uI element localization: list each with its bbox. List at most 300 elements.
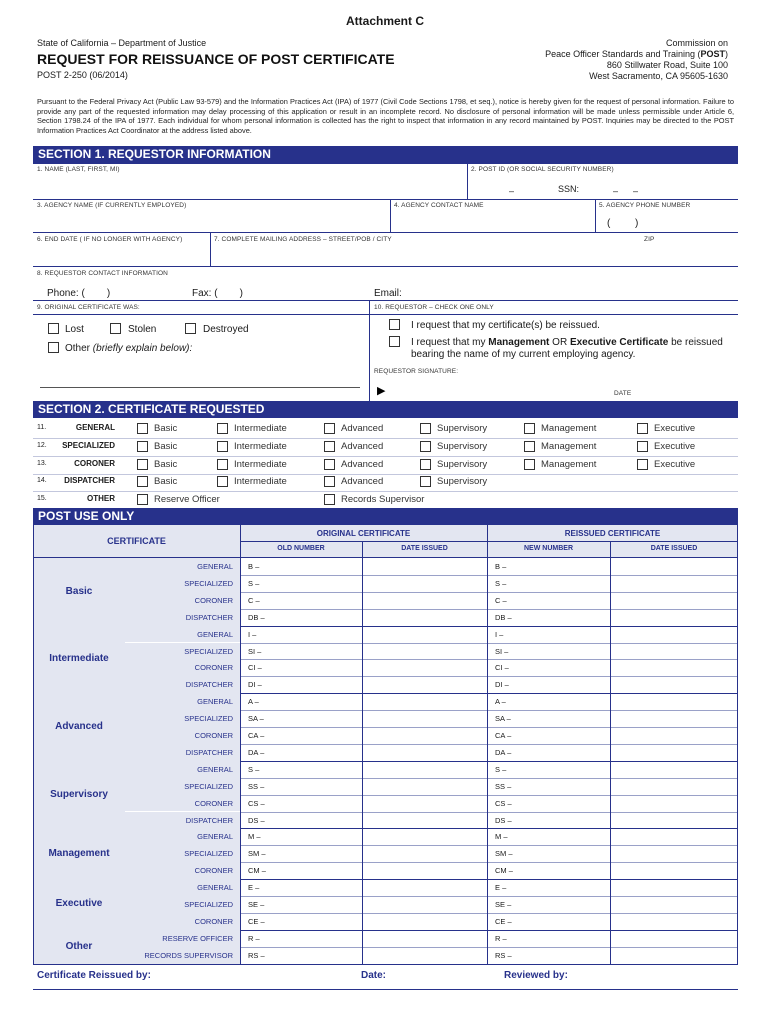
new-number-cell[interactable] <box>488 744 609 761</box>
name-field-label: 1. NAME (LAST, FIRST, MI) <box>37 166 120 173</box>
old-date-cell[interactable] <box>363 609 486 626</box>
intermediate-label: Intermediate <box>234 459 287 470</box>
group-label: Supervisory <box>50 788 108 800</box>
row-type-label: RESERVE OFFICER <box>162 933 233 943</box>
new-number-cell[interactable] <box>488 710 609 727</box>
old-date-cell[interactable] <box>363 659 486 676</box>
section1-header: SECTION 1. REQUESTOR INFORMATION <box>33 146 738 163</box>
row-type-label: GENERAL <box>197 629 233 639</box>
commission-line-1: Commission on <box>665 38 728 48</box>
row-type-label: RECORDS SUPERVISOR <box>144 950 233 960</box>
supervisory-checkbox[interactable] <box>420 423 431 434</box>
attachment-label: Attachment C <box>345 14 424 28</box>
new-number-prefix: SS – <box>495 781 512 791</box>
new-number-cell[interactable] <box>488 575 609 592</box>
supervisory-checkbox[interactable] <box>420 441 431 452</box>
reissued-by-field[interactable] <box>155 967 355 983</box>
executive-checkbox[interactable] <box>637 423 648 434</box>
management-checkbox[interactable] <box>524 441 535 452</box>
divider <box>33 525 34 964</box>
section2-header: SECTION 2. CERTIFICATE REQUESTED <box>33 401 738 418</box>
new-number-cell[interactable] <box>488 778 609 795</box>
group-label: Intermediate <box>49 653 109 665</box>
old-number-prefix: CS – <box>248 798 265 808</box>
divider <box>33 266 738 267</box>
new-number-cell[interactable] <box>488 845 609 862</box>
new-number-cell[interactable] <box>488 609 609 626</box>
supervisory-checkbox[interactable] <box>420 459 431 470</box>
old-date-cell[interactable] <box>363 778 486 795</box>
old-number-prefix: E – <box>248 883 260 893</box>
divider <box>33 300 738 301</box>
old-number-cell[interactable] <box>241 558 361 575</box>
new-date-cell[interactable] <box>611 862 737 879</box>
cert-type-label: OTHER <box>87 494 115 503</box>
records-supervisor-label: Records Supervisor <box>341 494 425 505</box>
new-number-prefix: DB – <box>495 612 512 622</box>
executive-checkbox[interactable] <box>637 459 648 470</box>
advanced-label: Advanced <box>341 476 384 487</box>
certificate-col-header: CERTIFICATE <box>107 536 166 546</box>
cert-type-label: DISPATCHER <box>64 476 115 485</box>
agency-name-field[interactable] <box>35 211 388 231</box>
reissue-management-label-line2: bearing the name of my current employing agency. <box>411 349 636 360</box>
new-number-prefix: M – <box>495 832 508 842</box>
new-number-prefix: SA – <box>495 714 511 724</box>
new-number-prefix: RS – <box>495 950 512 960</box>
divider <box>33 314 738 315</box>
divider <box>362 541 363 964</box>
supervisory-label: Supervisory <box>437 423 488 434</box>
row-number: 13. <box>37 460 47 467</box>
intermediate-checkbox[interactable] <box>217 459 228 470</box>
cert-type-label: GENERAL <box>75 423 115 432</box>
old-number-cell[interactable] <box>241 795 361 812</box>
new-number-prefix: R – <box>495 933 507 943</box>
old-date-cell[interactable] <box>363 676 486 693</box>
old-number-prefix: DA – <box>248 747 265 757</box>
executive-checkbox[interactable] <box>637 441 648 452</box>
row-type-label: GENERAL <box>197 832 233 842</box>
phone-label: Phone: ( ) <box>47 288 111 299</box>
new-date-cell[interactable] <box>611 947 737 964</box>
divider <box>210 232 211 266</box>
new-date-cell[interactable] <box>611 812 737 829</box>
advanced-label: Advanced <box>341 423 384 434</box>
new-number-prefix: A – <box>495 697 506 707</box>
reissue-management-checkbox[interactable] <box>389 336 400 347</box>
new-date-cell[interactable] <box>611 575 737 592</box>
lost-checkbox[interactable] <box>48 323 59 334</box>
divider <box>390 199 391 232</box>
management-label: Management <box>541 459 597 470</box>
executive-label: Executive <box>654 441 696 452</box>
old-date-cell[interactable] <box>363 879 486 896</box>
new-date-cell[interactable] <box>611 643 737 660</box>
old-number-cell[interactable] <box>241 676 361 693</box>
supervisory-label: Supervisory <box>437 459 488 470</box>
new-number-cell[interactable] <box>488 676 609 693</box>
footer-rule <box>33 989 738 990</box>
reissue-certificate-checkbox[interactable] <box>389 319 400 330</box>
divider <box>33 456 738 457</box>
new-number-prefix: CM – <box>495 866 513 876</box>
intermediate-checkbox[interactable] <box>217 441 228 452</box>
old-number-cell[interactable] <box>241 845 361 862</box>
row-number: 14. <box>37 477 47 484</box>
old-date-cell[interactable] <box>363 744 486 761</box>
old-number-cell[interactable] <box>241 778 361 795</box>
new-number-cell[interactable] <box>488 659 609 676</box>
agency-phone-label: 5. AGENCY PHONE NUMBER <box>599 202 691 209</box>
old-number-prefix: B – <box>248 562 260 571</box>
advanced-label: Advanced <box>341 441 384 452</box>
email-field[interactable] <box>410 285 730 299</box>
basic-checkbox[interactable] <box>137 441 148 452</box>
records-supervisor-checkbox[interactable] <box>324 494 335 505</box>
old-number-prefix: A – <box>248 697 259 707</box>
new-number-prefix: SE – <box>495 900 512 909</box>
basic-checkbox[interactable] <box>137 476 148 487</box>
new-number-cell[interactable] <box>488 727 609 744</box>
privacy-notice: Pursuant to the Federal Privacy Act (Public Law 93-579) and the Information Practices Act (IPA) of 1977 (Civil Code Sections 1798, et seq.), notice is hereby given for the request of personal information. Failure to provide any part of the requested information may delay processing of this application or result in an incomplete record. No disclosure of personal information will be made unless permissible under Article 6, Section 1798.24 of the IPA of 1977. Each individual for whom personal information is collected has the right to inspect that information in any record maintained by POST. Inquiries may be directed to the POST Information Practices Act Coordinator at the address listed above. <box>37 97 734 135</box>
mailing-address-label: 7. COMPLETE MAILING ADDRESS – STREET/POB / CITY <box>214 236 392 243</box>
old-number-prefix: C – <box>248 595 260 605</box>
row-type-label: GENERAL <box>197 764 233 774</box>
new-number-prefix: DS – <box>495 815 512 825</box>
original-cert-header: ORIGINAL CERTIFICATE <box>316 529 411 538</box>
new-date-cell[interactable] <box>611 676 737 693</box>
commission-line-2: Peace Officer Standards and Training (POST) <box>545 49 728 59</box>
reviewed-by-field[interactable] <box>570 967 735 983</box>
old-date-cell[interactable] <box>363 693 486 710</box>
executive-label: Executive <box>654 459 696 470</box>
new-date-cell[interactable] <box>611 727 737 744</box>
old-date-cell[interactable] <box>363 828 486 845</box>
old-number-prefix: SA – <box>248 714 264 724</box>
new-date-cell[interactable] <box>611 778 737 795</box>
new-date-cell[interactable] <box>611 913 737 930</box>
old-date-cell[interactable] <box>363 710 486 727</box>
divider <box>610 541 611 964</box>
row-type-label: SPECIALIZED <box>184 900 233 909</box>
old-date-cell[interactable] <box>363 930 486 947</box>
old-number-cell[interactable] <box>241 609 361 626</box>
contact-info-label: 8. REQUESTOR CONTACT INFORMATION <box>37 270 168 277</box>
new-date-cell[interactable] <box>611 609 737 626</box>
signature-field[interactable] <box>392 378 612 398</box>
old-date-cell[interactable] <box>363 592 486 609</box>
ssn-dash-1: – <box>613 186 619 196</box>
row-type-label: CORONER <box>194 595 233 605</box>
old-date-cell[interactable] <box>363 643 486 660</box>
row-type-label: SPECIALIZED <box>184 646 233 656</box>
new-number-cell[interactable] <box>488 761 609 778</box>
old-number-cell[interactable] <box>241 643 361 660</box>
basic-label: Basic <box>154 423 178 434</box>
old-number-prefix: M – <box>248 832 261 842</box>
new-number-cell[interactable] <box>488 558 609 575</box>
row-type-label: CORONER <box>194 731 233 740</box>
basic-label: Basic <box>154 441 178 452</box>
basic-checkbox[interactable] <box>137 423 148 434</box>
row-type-label: CORONER <box>194 916 233 926</box>
executive-label: Executive <box>654 423 696 434</box>
old-number-prefix: DI – <box>248 680 262 690</box>
intermediate-checkbox[interactable] <box>217 423 228 434</box>
advanced-checkbox[interactable] <box>324 423 335 434</box>
row-number: 11. <box>37 424 47 431</box>
old-date-cell[interactable] <box>363 727 486 744</box>
other-explain-field[interactable] <box>40 358 360 388</box>
reviewed-by-label: Reviewed by: <box>504 970 568 981</box>
new-number-prefix: CA – <box>495 731 512 740</box>
new-number-prefix: SI – <box>495 646 509 656</box>
old-date-cell[interactable] <box>363 845 486 862</box>
other-checkbox[interactable] <box>48 342 59 353</box>
divider <box>33 438 738 439</box>
old-number-prefix: CE – <box>248 916 265 926</box>
old-number-cell[interactable] <box>241 710 361 727</box>
new-number-cell[interactable] <box>488 828 609 845</box>
old-date-cell[interactable] <box>363 896 486 913</box>
group-label: Other <box>65 940 93 952</box>
old-date-cell[interactable] <box>363 862 486 879</box>
group-label: Basic <box>65 585 93 597</box>
new-date-cell[interactable] <box>611 710 737 727</box>
signature-label: REQUESTOR SIGNATURE: <box>374 368 459 375</box>
new-date-cell[interactable] <box>611 896 737 913</box>
agency-phone-paren-open: ( <box>607 218 611 229</box>
agency-phone-field[interactable] <box>597 211 737 231</box>
row-type-label: SPECIALIZED <box>184 578 233 588</box>
new-number-cell[interactable] <box>488 947 609 964</box>
footer-date-field[interactable] <box>390 967 495 983</box>
divider <box>33 474 738 475</box>
new-number-prefix: S – <box>495 764 507 774</box>
new-date-cell[interactable] <box>611 795 737 812</box>
reissue-certificate-label: I request that my certificate(s) be reissued. <box>411 320 600 331</box>
divider <box>467 163 468 200</box>
divider <box>33 491 738 492</box>
agency-phone-paren-close: ) <box>635 218 639 229</box>
destroyed-checkbox[interactable] <box>185 323 196 334</box>
new-number-prefix: CE – <box>495 916 512 926</box>
department-label: State of California – Department of Justice <box>37 38 207 48</box>
new-date-cell[interactable] <box>611 592 737 609</box>
row-type-label: CORONER <box>194 866 233 876</box>
new-number-prefix: CI – <box>495 663 509 673</box>
new-number-cell[interactable] <box>488 862 609 879</box>
new-number-prefix: SM – <box>495 849 513 859</box>
signature-arrow-icon: ▶ <box>377 385 386 397</box>
old-number-cell[interactable] <box>241 727 361 744</box>
old-date-cell[interactable] <box>363 558 486 575</box>
zip-label: ZIP <box>644 236 655 243</box>
row-type-label: SPECIALIZED <box>184 714 233 724</box>
new-date-cell[interactable] <box>611 845 737 862</box>
divider <box>33 232 738 233</box>
old-date-cell[interactable] <box>363 812 486 829</box>
basic-label: Basic <box>154 459 178 470</box>
destroyed-label: Destroyed <box>203 324 249 335</box>
old-number-prefix: I – <box>248 629 257 639</box>
new-number-prefix: S – <box>495 578 507 588</box>
other-label: Other (briefly explain below): <box>65 343 193 354</box>
new-date-cell[interactable] <box>611 558 737 575</box>
old-number-prefix: SE – <box>248 900 265 909</box>
new-number-cell[interactable] <box>488 930 609 947</box>
advanced-checkbox[interactable] <box>324 441 335 452</box>
old-number-cell[interactable] <box>241 828 361 845</box>
management-checkbox[interactable] <box>524 459 535 470</box>
old-number-cell[interactable] <box>241 879 361 896</box>
old-number-cell[interactable] <box>241 744 361 761</box>
date-issued-header: DATE ISSUED <box>650 545 698 552</box>
old-number-prefix: SM – <box>248 849 266 859</box>
original-cert-label: 9. ORIGINAL CERTIFICATE WAS: <box>37 304 140 311</box>
new-date-cell[interactable] <box>611 693 737 710</box>
requestor-check-label: 10. REQUESTOR – CHECK ONE ONLY <box>374 304 494 311</box>
address-line-1: 860 Stillwater Road, Suite 100 <box>606 60 728 70</box>
new-date-cell[interactable] <box>611 761 737 778</box>
cert-type-label: CORONER <box>74 459 115 468</box>
old-number-prefix: RS – <box>248 950 265 960</box>
advanced-checkbox[interactable] <box>324 476 335 487</box>
new-number-prefix: I – <box>495 629 504 639</box>
divider <box>240 525 241 964</box>
management-label: Management <box>541 441 597 452</box>
old-date-cell[interactable] <box>363 626 486 643</box>
old-date-cell[interactable] <box>363 947 486 964</box>
reissued-by-label: Certificate Reissued by: <box>37 970 151 981</box>
date-label: DATE <box>614 390 632 397</box>
old-number-cell[interactable] <box>241 930 361 947</box>
new-number-prefix: DA – <box>495 747 512 757</box>
new-date-cell[interactable] <box>611 626 737 643</box>
new-number-cell[interactable] <box>488 592 609 609</box>
row-type-label: DISPATCHER <box>185 815 233 825</box>
end-date-label: 6. END DATE ( IF NO LONGER WITH AGENCY) <box>37 236 183 243</box>
advanced-checkbox[interactable] <box>324 459 335 470</box>
row-type-label: SPECIALIZED <box>184 849 233 859</box>
agency-name-label: 3. AGENCY NAME (IF CURRENTLY EMPLOYED) <box>37 202 187 209</box>
old-number-cell[interactable] <box>241 659 361 676</box>
divider <box>595 199 596 232</box>
new-number-cell[interactable] <box>488 626 609 643</box>
row-type-label: GENERAL <box>197 697 233 707</box>
agency-contact-field[interactable] <box>392 211 593 231</box>
old-number-cell[interactable] <box>241 812 361 829</box>
name-field[interactable] <box>35 175 465 197</box>
divider <box>487 525 488 964</box>
divider <box>33 199 738 200</box>
row-type-label: CORONER <box>194 663 233 673</box>
date-issued-header: DATE ISSUED <box>401 545 448 552</box>
new-number-cell[interactable] <box>488 896 609 913</box>
new-number-cell[interactable] <box>488 879 609 896</box>
post-use-header: POST USE ONLY <box>33 508 738 525</box>
old-number-cell[interactable] <box>241 626 361 643</box>
new-number-prefix: DI – <box>495 680 509 690</box>
cert-type-label: SPECIALIZED <box>62 441 115 450</box>
footer-date-label: Date: <box>361 970 387 981</box>
new-number-header: NEW NUMBER <box>524 545 573 552</box>
old-date-cell[interactable] <box>363 761 486 778</box>
old-number-prefix: CM – <box>248 866 266 876</box>
old-date-cell[interactable] <box>363 913 486 930</box>
phone-field[interactable] <box>90 285 110 299</box>
old-date-cell[interactable] <box>363 575 486 592</box>
new-number-cell[interactable] <box>488 913 609 930</box>
new-number-cell[interactable] <box>488 795 609 812</box>
row-type-label: CORONER <box>194 798 233 808</box>
supervisory-checkbox[interactable] <box>420 476 431 487</box>
reserve-officer-label: Reserve Officer <box>154 494 220 505</box>
form-number: POST 2-250 (06/2014) <box>37 70 128 80</box>
divider <box>240 541 738 542</box>
new-date-cell[interactable] <box>611 828 737 845</box>
address-line-2: West Sacramento, CA 95605-1630 <box>589 71 728 81</box>
new-number-prefix: CS – <box>495 798 512 808</box>
old-number-prefix: SS – <box>248 781 265 791</box>
old-number-cell[interactable] <box>241 592 361 609</box>
old-date-cell[interactable] <box>363 795 486 812</box>
new-number-cell[interactable] <box>488 693 609 710</box>
new-date-cell[interactable] <box>611 659 737 676</box>
old-number-prefix: S – <box>248 578 260 588</box>
old-number-cell[interactable] <box>241 761 361 778</box>
reserve-officer-checkbox[interactable] <box>137 494 148 505</box>
old-number-cell[interactable] <box>241 575 361 592</box>
group-label: Executive <box>55 898 103 910</box>
old-number-cell[interactable] <box>241 913 361 930</box>
old-number-cell[interactable] <box>241 947 361 964</box>
divider <box>33 964 738 965</box>
reissued-cert-header: REISSUED CERTIFICATE <box>564 529 661 538</box>
divider <box>33 163 738 164</box>
basic-label: Basic <box>154 476 178 487</box>
new-date-cell[interactable] <box>611 930 737 947</box>
basic-checkbox[interactable] <box>137 459 148 470</box>
mailing-address-field[interactable] <box>212 245 736 265</box>
new-date-cell[interactable] <box>611 744 737 761</box>
end-date-field[interactable] <box>35 245 208 265</box>
supervisory-label: Supervisory <box>437 476 488 487</box>
old-number-prefix: CA – <box>248 731 265 740</box>
new-date-cell[interactable] <box>611 879 737 896</box>
new-number-prefix: C – <box>495 595 507 605</box>
old-number-cell[interactable] <box>241 896 361 913</box>
intermediate-checkbox[interactable] <box>217 476 228 487</box>
form-title: REQUEST FOR REISSUANCE OF POST CERTIFICATE <box>37 51 395 67</box>
stolen-checkbox[interactable] <box>110 323 121 334</box>
management-checkbox[interactable] <box>524 423 535 434</box>
old-number-cell[interactable] <box>241 862 361 879</box>
post-id-field-label: 2. POST ID (OR SOCIAL SECURITY NUMBER) <box>471 166 614 173</box>
old-number-prefix: R – <box>248 933 260 943</box>
new-number-cell[interactable] <box>488 812 609 829</box>
group-label: Management <box>48 847 110 859</box>
ssn-dash-2: – <box>633 186 639 196</box>
group-label: Advanced <box>55 721 103 732</box>
row-number: 15. <box>37 495 47 502</box>
old-number-prefix: DB – <box>248 612 265 622</box>
old-number-prefix: S – <box>248 764 260 774</box>
old-number-cell[interactable] <box>241 693 361 710</box>
new-number-cell[interactable] <box>488 643 609 660</box>
divider <box>737 525 738 964</box>
